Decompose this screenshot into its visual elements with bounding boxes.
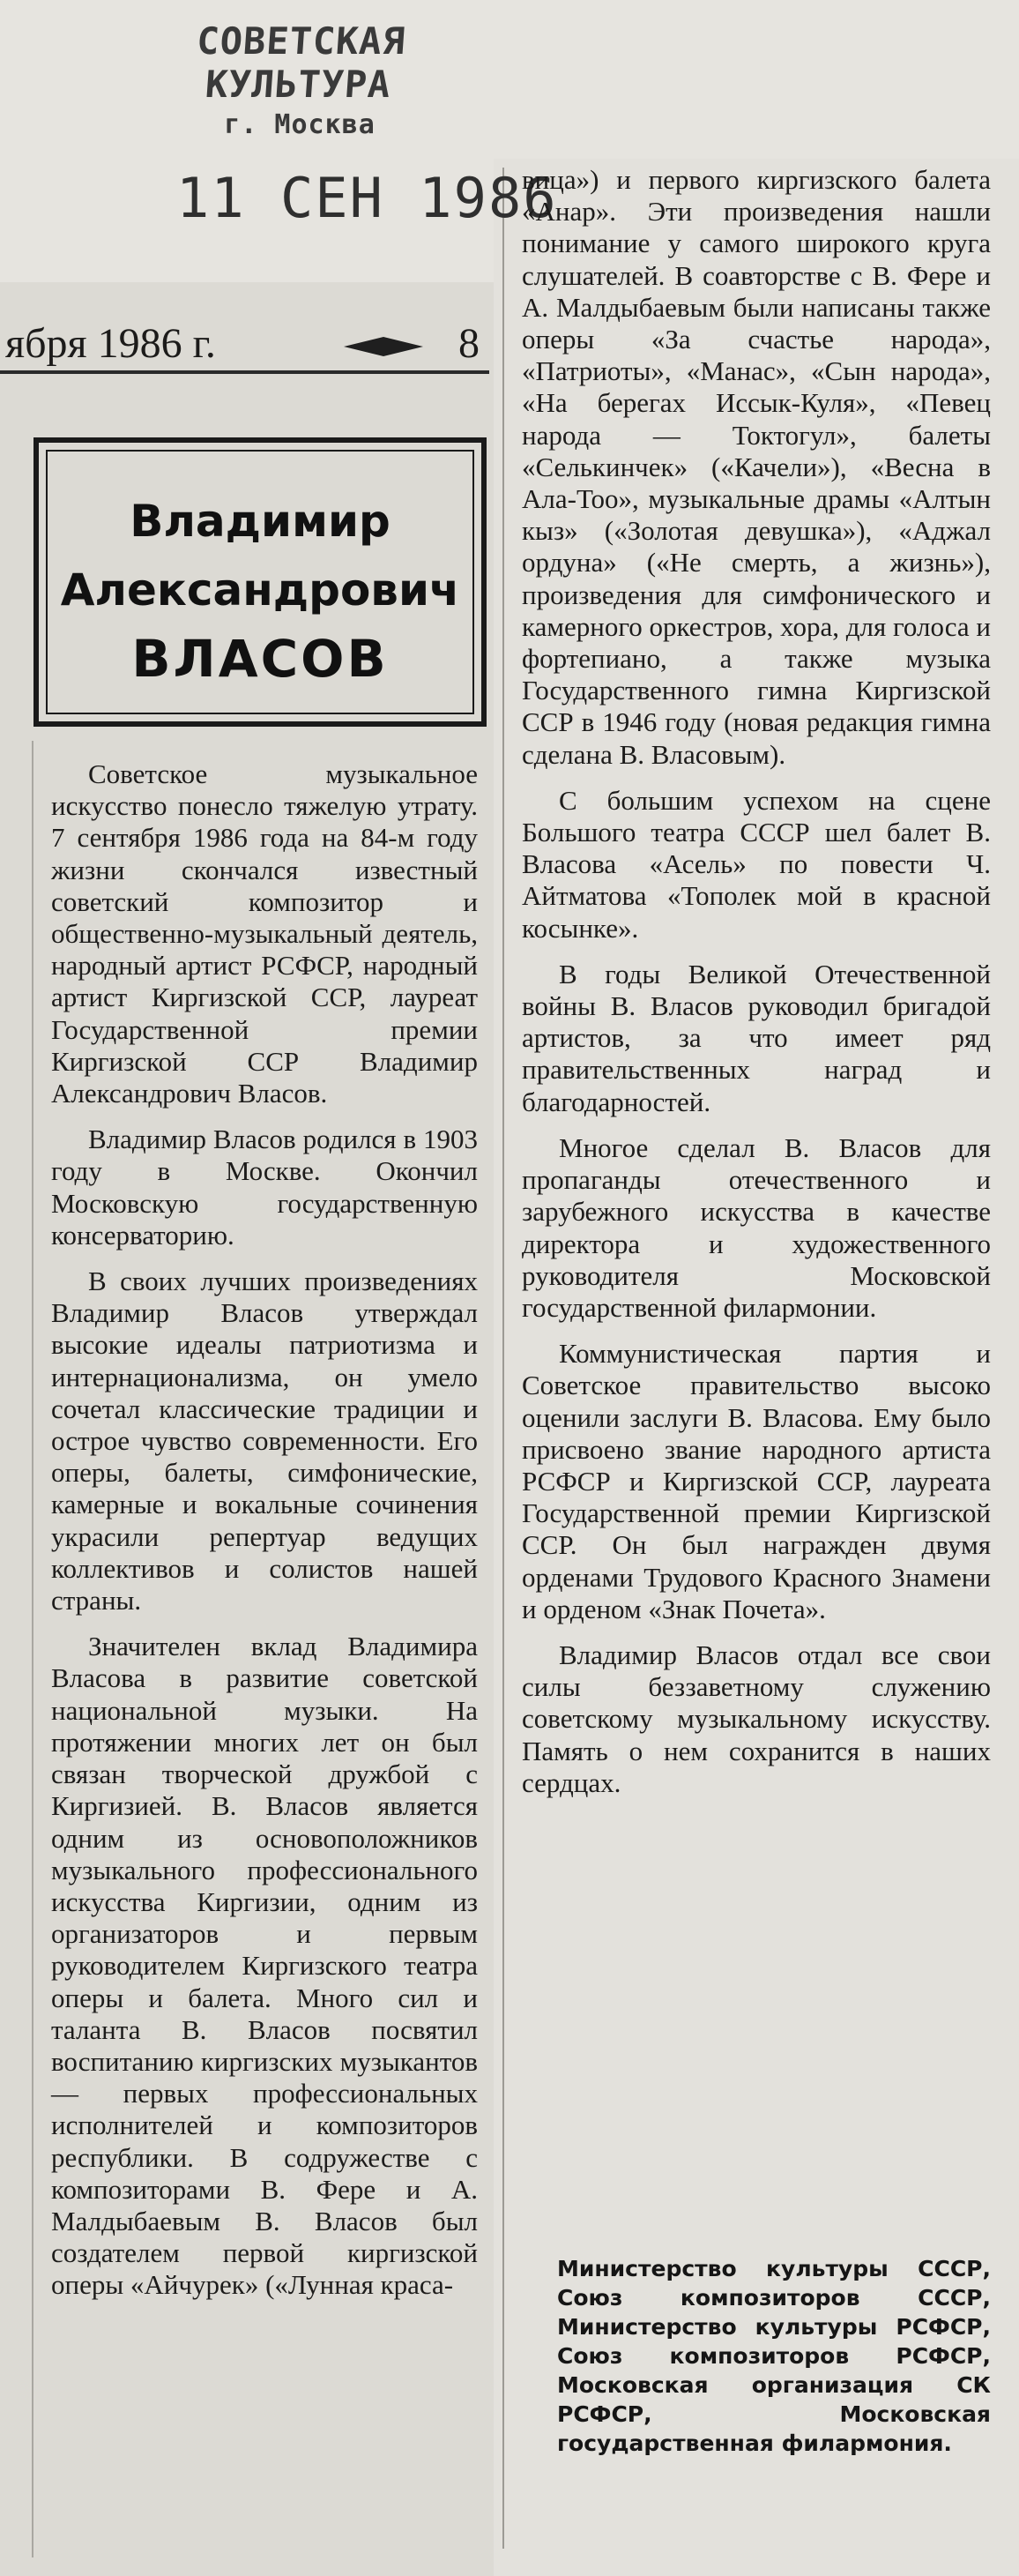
right-text-column: [522, 164, 991, 1813]
paragraph: Владимир Власов родился в 1903 году в Москве. Окончил Московскую государственную консерваторию.: [51, 1124, 478, 1251]
title-patronymic: Александрович: [60, 564, 460, 616]
paragraph: вица») и первого киргизского балета «Анар». Эти произведения нашли понимание у самого широкого круга слушателей. В соавторстве с В. Фере и А. Малдыбаевым были написаны также оперы «За счастье народа», «Патриоты», «Манас», «Сын народа», «На берегах Иссык-Куля», «Певец народа — Токтогул», балеты «Селькинчек» («Качели»), «Весна в Ала-Тоо», музыкальные драмы «Алтын кыз» («Золотая девушка»), «Аджал ордуна» («Не смерть, а жизнь»), произведения для симфонического и камерного оркестров, хора, для голоса и фортепиано, а также музыка Государственного гимна Киргизской ССР в 1946 году (новая редакция гимна сделана В. Власовым).: [522, 164, 991, 770]
issue-date: ября 1986 г.: [5, 320, 216, 367]
title-surname: ВЛАСОВ: [131, 629, 389, 689]
paragraph: Значителен вклад Владимира Власова в развитие советской национальной музыки. На протяжении многих лет он был связан творческой дружбой с Киргизией. В. Власов является одним из основоположников музыкального профессионального искусства Киргизии, одним из организаторов и первым руководителем Киргизского театра оперы и балета. Много сил и таланта В. Власов посвятил воспитанию киргизских музыкантов — первых профессиональных исполнителей и композиторов республики. В содружестве с композиторами В. Фере и А. Малдыбаевым В. Власов был создателем первой киргизской оперы «Айчурек» («Лунная краса-: [51, 1631, 478, 2301]
obituary-title-box: [33, 437, 487, 727]
newspaper-stamp: [97, 19, 502, 140]
paragraph: Коммунистическая партия и Советское правительство высоко оценили заслуги В. Власова. Ему было присвоено звание народного артиста РСФСР и Киргизской ССР, лауреата Государственной премии Киргизской ССР. Он был награжден двумя орденами Трудового Красного Знамени и орденом «Знак Почета».: [522, 1338, 991, 1624]
left-edge-rule: [32, 741, 33, 2557]
left-text-column: [51, 758, 478, 2316]
paragraph: Многое сделал В. Власов для пропаганды отечественного и зарубежного искусства в качестве директора и художественного руководителя Московской государственной филармонии.: [522, 1131, 991, 1323]
issue-header: [0, 317, 489, 374]
ornament-icon: [344, 337, 423, 356]
title-first-name: Владимир: [130, 496, 390, 547]
stamp-newspaper-name: СОВЕТСКАЯ КУЛЬТУРА: [195, 19, 407, 106]
signatories: [522, 2254, 991, 2458]
paragraph: В годы Великой Отечественной войны В. Власов руководил бригадой артистов, за что имеет ряд правительственных наград и благодарностей.: [522, 958, 991, 1117]
column-divider: [502, 168, 504, 2549]
stamp-city: г. Москва: [224, 109, 376, 140]
date-stamp: 11 СЕН 1986: [176, 166, 558, 230]
paragraph: Владимир Власов отдал все свои силы беззаветному служению советскому музыкальному искусству. Память о нем сохранится в наших сердцах.: [522, 1639, 991, 1798]
obituary-title: [39, 487, 481, 693]
paragraph: С большим успехом на сцене Большого театра СССР шел балет В. Власова «Асель» по повести Ч. Айтматова «Тополек мой в красной косынке».: [522, 784, 991, 944]
paragraph: В своих лучших произведениях Владимир Власов утверждал высокие идеалы патриотизма и интернационализма, он умело сочетал классические традиции и острое чувство современности. Его оперы, балеты, симфонические, камерные и вокальные сочинения украсили репертуар ведущих коллективов и солистов нашей страны.: [51, 1266, 478, 1617]
page-number: 8: [458, 320, 480, 367]
paragraph: Советское музыкальное искусство понесло тяжелую утрату. 7 сентября 1986 года на 84-м году жизни скончался известный советский композитор и общественно-музыкальный деятель, народный артист РСФСР, народный артист Киргизской ССР, лауреат Государственной премии Киргизской ССР Владимир Александрович Власов.: [51, 758, 478, 1109]
signatories-text: Министерство культуры СССР, Союз композиторов СССР, Министерство культуры РСФСР, Союз композиторов РСФСР, Московская организация СК РСФСР, Московская государственная филармония.: [557, 2256, 991, 2456]
